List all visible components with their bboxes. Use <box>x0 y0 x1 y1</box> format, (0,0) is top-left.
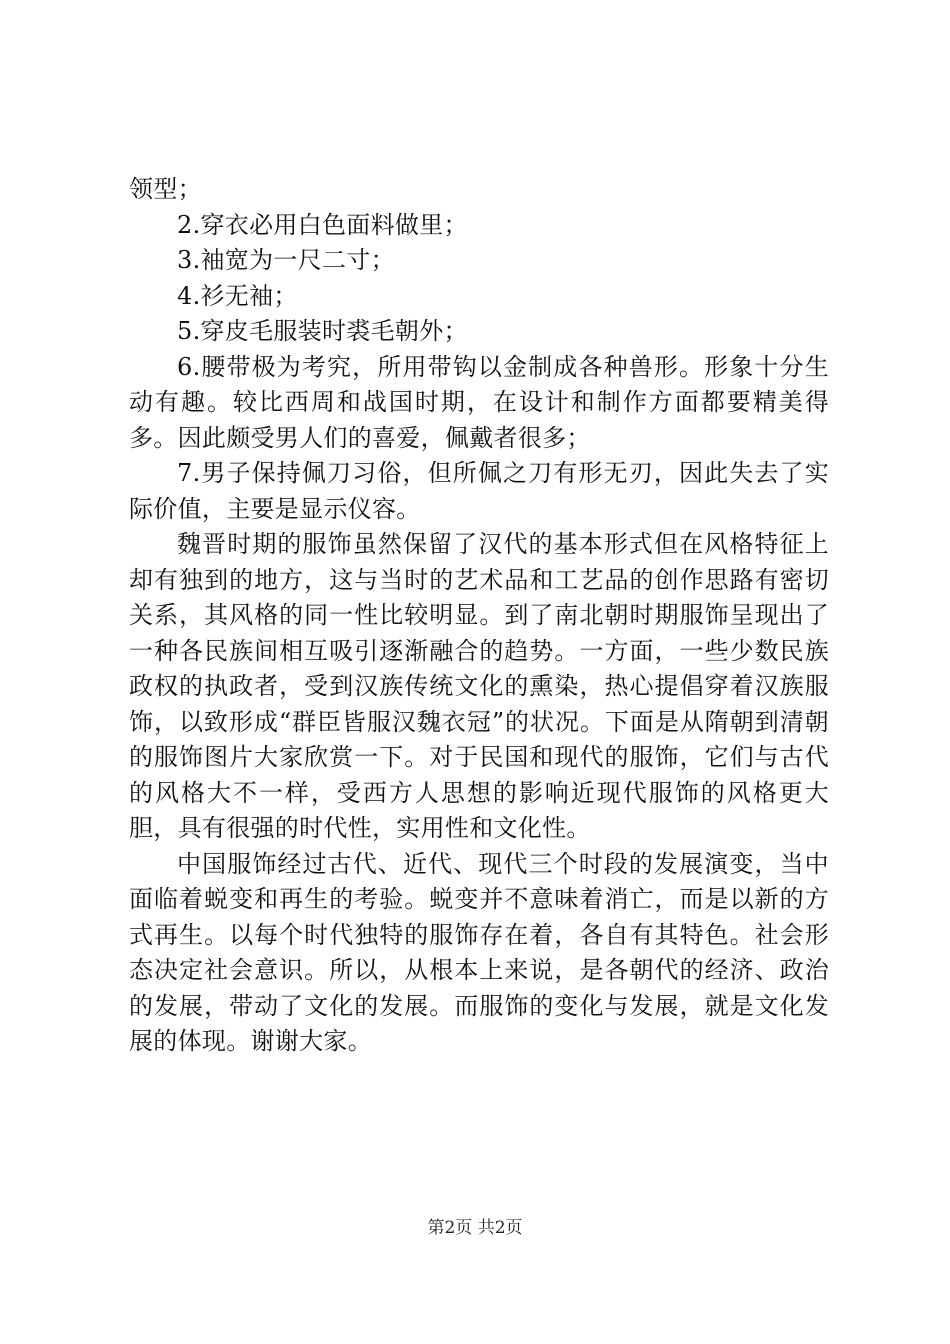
paragraph-wei-jin: 魏晋时期的服饰虽然保留了汉代的基本形式但在风格特征上却有独到的地方，这与当时的艺术品和工艺品的创作思路有密切关系，其风格的同一性比较明显。到了南北朝时期服饰呈现出了一种各民族间相互吸引逐渐融合的趋势。一方面，一些少数民族政权的执政者，受到汉族传统文化的熏染，热心提倡穿着汉族服饰，以致形成“群臣皆服汉魏衣冠”的状况。下面是从隋朝到清朝的服饰图片大家欣赏一下。对于民国和现代的服饰，它们与古代的风格大不一样，受西方人思想的影响近现代服饰的风格更大胆，具有很强的时代性，实用性和文化性。 <box>129 530 829 842</box>
paragraph-line-1: 领型； <box>129 175 202 203</box>
list-item-2: 2.穿衣必用白色面料做里； <box>177 210 468 239</box>
list-item-4: 4.衫无袖； <box>177 281 298 310</box>
paragraph-conclusion: 中国服饰经过古代、近代、现代三个时段的发展演变，当中面临着蜕变和再生的考验。蜕变并不意味着消亡，而是以新的方式再生。以每个时代独特的服饰存在着，各自有其特色。社会形态决定社会意识。所以，从根本上来说，是各朝代的经济、政治的发展，带动了文化的发展。而服饰的变化与发展，就是文化发展的体现。谢谢大家。 <box>129 849 829 1055</box>
list-item-5: 5.穿皮毛服装时裘毛朝外； <box>177 317 468 345</box>
list-item-6: 6.腰带极为考究，所用带钩以金制成各种兽形。形象十分生动有趣。较比西周和战国时期，在设计和制作方面都要精美得多。因此颇受男人们的喜爱，佩戴者很多； <box>129 352 829 452</box>
page-number: 第2页 共2页 <box>427 1218 523 1238</box>
list-item-7: 7.男子保持佩刀习俗，但所佩之刀有形无刃，因此失去了实际价值，主要是显示仪容。 <box>129 459 829 523</box>
list-item-3: 3.袖宽为一尺二寸； <box>177 246 395 274</box>
document-body <box>129 172 829 1060</box>
